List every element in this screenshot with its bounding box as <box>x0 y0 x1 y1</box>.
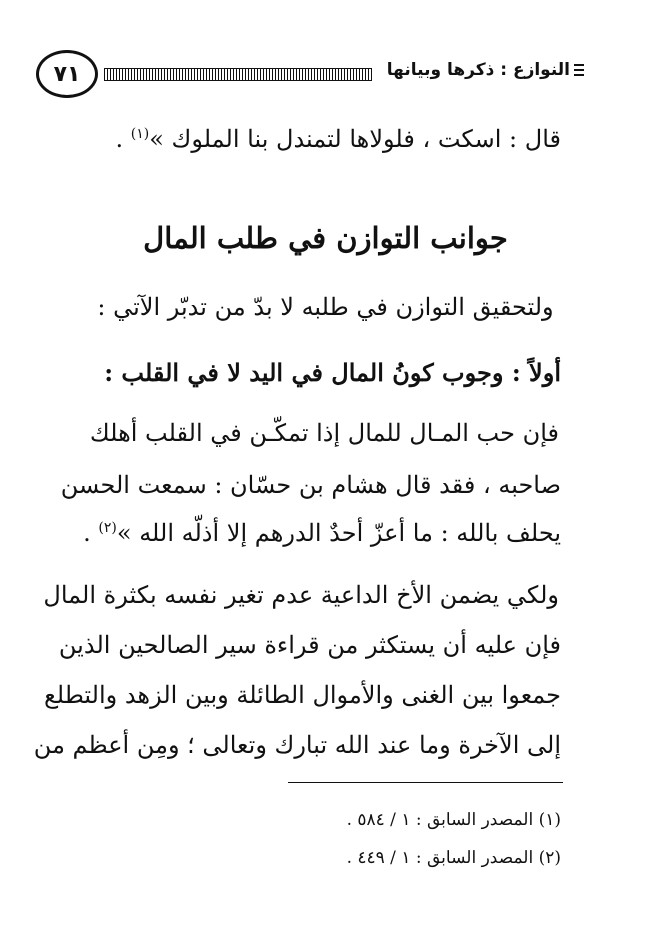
para2-line-4: إلى الآخرة وما عند الله تبارك وتعالى ؛ ومِن أعظم من <box>33 731 561 759</box>
para1-line-3-text: يحلف بالله : ما أعزّ أحدٌ الدرهم إلا أذلّه الله » <box>116 519 561 547</box>
quote-text: قال : اسكت ، فلولاها لتمندل بنا الملوك » <box>149 125 561 153</box>
para1-end: . <box>83 519 99 547</box>
footnote-1: (١) المصدر السابق : ١ / ٥٨٤ . <box>346 810 561 830</box>
running-title <box>387 60 584 80</box>
quote-end: . <box>115 125 131 153</box>
para2-line-2: فإن عليه أن يستكثر من قراءة سير الصالحين الذين <box>58 631 561 659</box>
title-bullet-icon <box>574 64 584 76</box>
running-title-text: النوازع : ذكرها وبيانها <box>386 60 570 80</box>
para1-line-1: فإن حب المـال للمال إذا تمكّـن في القلب أهلك <box>89 419 559 447</box>
footnote-ref-2: (٢) <box>98 520 117 536</box>
para1-line-2: صاحبه ، فقد قال هشام بن حسّان : سمعت الحسن <box>60 471 561 499</box>
footnote-separator <box>288 782 563 783</box>
para2-line-3: جمعوا بين الغنى والأموال الطائلة وبين الزهد والتطلع <box>43 681 561 709</box>
footnote-2: (٢) المصدر السابق : ١ / ٤٤٩ . <box>346 848 561 868</box>
para1-line-3 <box>83 518 561 548</box>
section-heading: جوانب التوازن في طلب المال <box>143 221 508 255</box>
page-number: ٧١ <box>36 50 98 98</box>
page-header <box>36 50 584 102</box>
quote-line <box>91 124 561 154</box>
header-decorative-rule <box>104 68 372 81</box>
para2-line-1: ولكي يضمن الأخ الداعية عدم تغير نفسه بكثرة المال <box>43 581 559 609</box>
footnote-ref-1: (١) <box>130 126 150 142</box>
first-point-heading: أولاً : وجوب كونُ المال في اليد لا في القلب : <box>104 358 561 387</box>
intro-line: ولتحقيق التوازن في طلبه لا بدّ من تدبّر الآتي : <box>97 293 554 321</box>
